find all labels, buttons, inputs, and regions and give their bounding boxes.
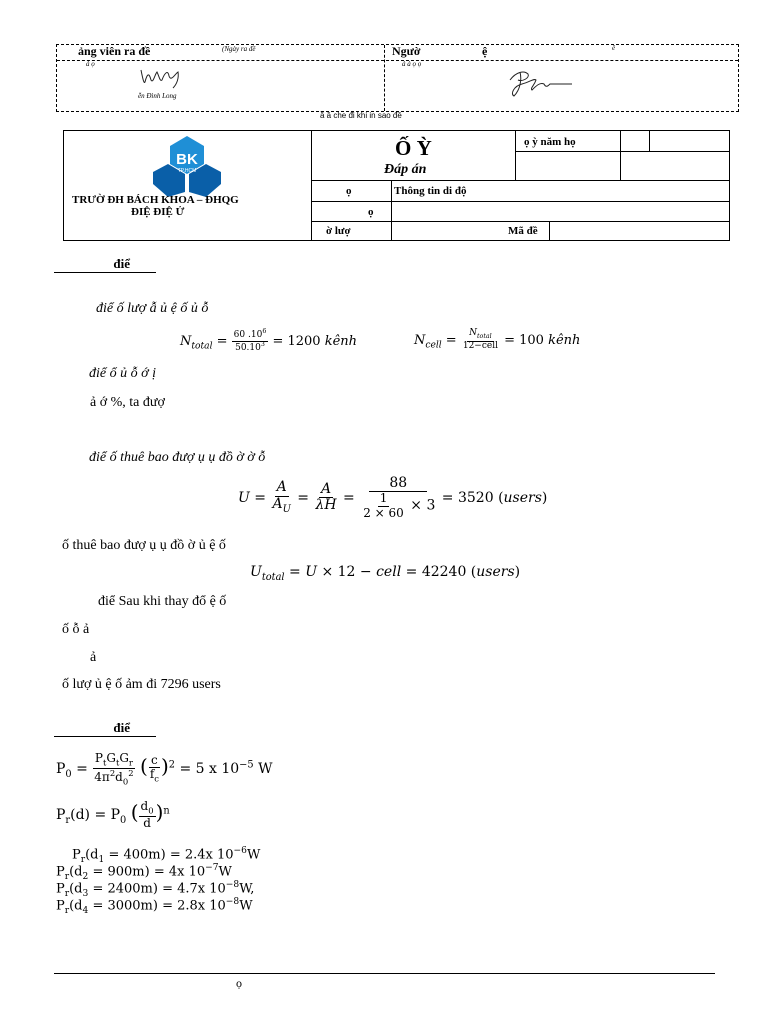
q1d-line3: ả <box>90 650 97 665</box>
sign-hint-left: ả ọ <box>86 60 95 68</box>
footer-text: ọ <box>236 976 242 990</box>
date-label: (Ngày ra đề <box>222 45 256 53</box>
course-value: Thông tin di độ <box>394 185 467 197</box>
lecturer-signature <box>135 62 195 90</box>
school-line2: ĐIỆ ĐIỆ Ử <box>131 206 185 218</box>
logo-sub: TP.HCM <box>177 168 197 174</box>
q2-heading: điể <box>54 720 156 737</box>
q1d-line2: ố ỗ ả <box>62 622 90 637</box>
q1-heading: điể <box>54 256 156 273</box>
exam-title: Ố Ỳ <box>395 136 432 160</box>
q1c-formula2: $U_{total} = U \times 12$ − cell = 42240 (users) <box>250 564 521 583</box>
q1a-formula-right: $N_{cell}$ = $\frac{N_{total}}{\text{12−cell}}$ = 100 kênh <box>414 328 581 351</box>
lecturer-name: ễn Đình Long <box>138 92 177 100</box>
reviewer-signature <box>500 66 580 100</box>
q1c-line2: ố thuê bao đượ ụ ụ đồ ờ ủ ệ ố <box>62 538 226 553</box>
reviewer-mark: ệ <box>482 44 488 58</box>
q1d-line4: ố lượ ủ ệ ố ảm đi 7296 users <box>62 677 221 692</box>
q1d-line: điể Sau khi thay đổ ệ ố <box>98 594 227 609</box>
q1c-formula: U = $\frac{A}{A_U}$ = $\frac{A}{\lambda H}$ = 88 $\frac{1}{2 \times 60}$ × 3 = 3520 (users) <box>238 475 548 520</box>
logo-text: BK <box>176 151 198 168</box>
lecturer-label: ảng viên ra đề <box>78 44 151 58</box>
q1c-line: điể ố thuê bao đượ ụ ụ đồ ờ ờ ỗ <box>89 450 266 465</box>
exam-code-label: Mã đề <box>508 225 538 237</box>
q1a-formula-left: $N_{total}$ = $\frac{60 .10^6}{50.10^3}$ = 1200 kênh <box>180 328 358 353</box>
sign-hint-right: ả ả ọ ọ <box>402 60 422 68</box>
course-label: ọ <box>346 185 352 197</box>
q2-formula1: $P_0$ = $\frac{P_tG_tG_r}{4\pi^2d_0^2}$ ( $\frac{c}{f_c}$ )$^2$ = 5 x $10^{-5}$ W <box>56 751 273 787</box>
reviewer-date: ề <box>612 44 616 52</box>
q2-result-3: $P_r(d_3 = 2400m) = 4.7x$ $10^{-8}W$, <box>56 880 255 899</box>
semester-label: ọ ỳ năm họ <box>524 136 576 148</box>
q2-result-2: $P_r(d_2 = 900m) = 4x$ $10^{-7}W$ <box>56 863 232 882</box>
q2-result-1: $P_r(d_1 = 400m) = 2.4x$ $10^{-6}W$ <box>72 846 261 865</box>
school-line1: TRƯỜ ĐH BÁCH KHOA – ĐHQG <box>72 194 239 206</box>
footer-rule <box>54 973 715 974</box>
copy-note: ầ ầ che đi khi in sao đề <box>320 111 402 120</box>
code-label: ọ <box>368 206 374 218</box>
program-label: ờ lượ <box>326 225 351 237</box>
q2-result-4: $P_r(d_4 = 3000m) = 2.8x$ $10^{-8}W$ <box>56 897 253 916</box>
q1b-line: điể ổ ủ ỗ ớ ị <box>89 366 156 381</box>
exam-subtitle: Đáp án <box>384 162 427 177</box>
reviewer-label: Ngườ <box>392 44 421 58</box>
q1b-line2: ả ớ %, ta đượ <box>90 395 165 410</box>
q2-formula2: $P_r(d) = P_0$ ( $\frac{d_0}{d}$ )$^n$ <box>56 799 170 830</box>
bk-logo <box>150 134 224 198</box>
q1a-line: điể ố lượ ẫ ủ ệ ố ủ ỗ <box>96 301 209 316</box>
